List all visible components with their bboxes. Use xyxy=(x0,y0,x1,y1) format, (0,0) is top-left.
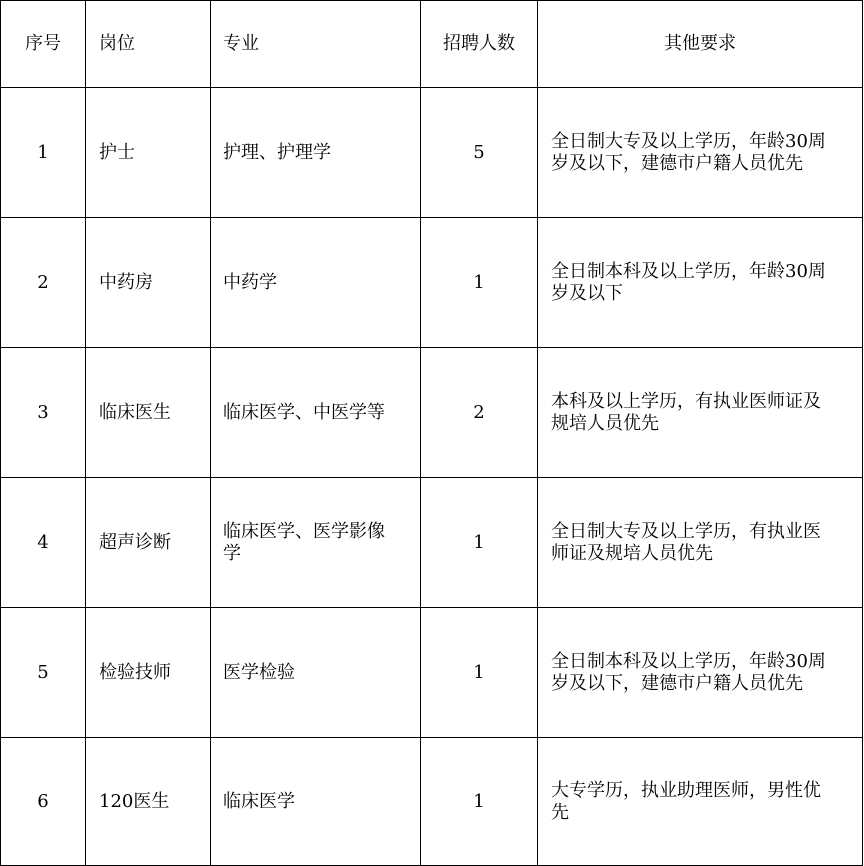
requirement-line: 岁及以下 xyxy=(551,282,623,304)
requirement-line: 大专学历，执业助理医师，男性优 xyxy=(551,779,821,801)
cell-major xyxy=(211,608,421,738)
cell-post: 护士 xyxy=(86,88,211,218)
cell-post: 超声诊断 xyxy=(86,478,211,608)
cell-post: 检验技师 xyxy=(86,608,211,738)
cell-count: 5 xyxy=(421,88,538,218)
major-line: 中药学 xyxy=(223,271,277,293)
requirement-line: 岁及以下，建德市户籍人员优先 xyxy=(551,672,803,694)
cell-requirements xyxy=(538,738,863,866)
header-no: 序号 xyxy=(1,1,86,88)
requirement-line: 全日制本科及以上学历，年龄30周 xyxy=(551,260,826,282)
requirement-line: 岁及以下，建德市户籍人员优先 xyxy=(551,152,803,174)
table-row xyxy=(1,608,863,738)
header-major: 专业 xyxy=(211,1,421,88)
cell-count: 1 xyxy=(421,218,538,348)
major-line: 临床医学、医学影像 xyxy=(223,520,385,542)
cell-count: 1 xyxy=(421,738,538,866)
cell-major xyxy=(211,218,421,348)
cell-no: 1 xyxy=(1,88,86,218)
cell-major xyxy=(211,478,421,608)
cell-requirements xyxy=(538,348,863,478)
table-row xyxy=(1,348,863,478)
cell-major xyxy=(211,738,421,866)
cell-no: 5 xyxy=(1,608,86,738)
major-line: 临床医学 xyxy=(223,790,295,812)
cell-post: 120医生 xyxy=(86,738,211,866)
header-post: 岗位 xyxy=(86,1,211,88)
major-line: 学 xyxy=(223,542,241,564)
requirement-line: 本科及以上学历，有执业医师证及 xyxy=(551,390,821,412)
requirement-line: 师证及规培人员优先 xyxy=(551,542,713,564)
cell-count: 1 xyxy=(421,608,538,738)
cell-no: 3 xyxy=(1,348,86,478)
major-line: 医学检验 xyxy=(223,661,295,683)
table-row xyxy=(1,478,863,608)
cell-major xyxy=(211,88,421,218)
requirement-line: 全日制大专及以上学历，有执业医 xyxy=(551,520,821,542)
cell-requirements xyxy=(538,218,863,348)
table-header-row xyxy=(1,1,863,88)
cell-no: 6 xyxy=(1,738,86,866)
cell-requirements xyxy=(538,478,863,608)
header-count: 招聘人数 xyxy=(421,1,538,88)
requirement-line: 规培人员优先 xyxy=(551,412,659,434)
cell-no: 4 xyxy=(1,478,86,608)
requirement-line: 全日制本科及以上学历，年龄30周 xyxy=(551,650,826,672)
requirement-line: 先 xyxy=(551,801,569,823)
table-row xyxy=(1,738,863,866)
header-requirements: 其他要求 xyxy=(538,1,863,88)
table-row xyxy=(1,218,863,348)
cell-post: 临床医生 xyxy=(86,348,211,478)
requirement-line: 全日制大专及以上学历，年龄30周 xyxy=(551,130,826,152)
table-row xyxy=(1,88,863,218)
cell-major xyxy=(211,348,421,478)
cell-post: 中药房 xyxy=(86,218,211,348)
cell-requirements xyxy=(538,608,863,738)
cell-count: 1 xyxy=(421,478,538,608)
cell-count: 2 xyxy=(421,348,538,478)
major-line: 临床医学、中医学等 xyxy=(223,401,385,423)
cell-no: 2 xyxy=(1,218,86,348)
major-line: 护理、护理学 xyxy=(223,141,331,163)
cell-requirements xyxy=(538,88,863,218)
